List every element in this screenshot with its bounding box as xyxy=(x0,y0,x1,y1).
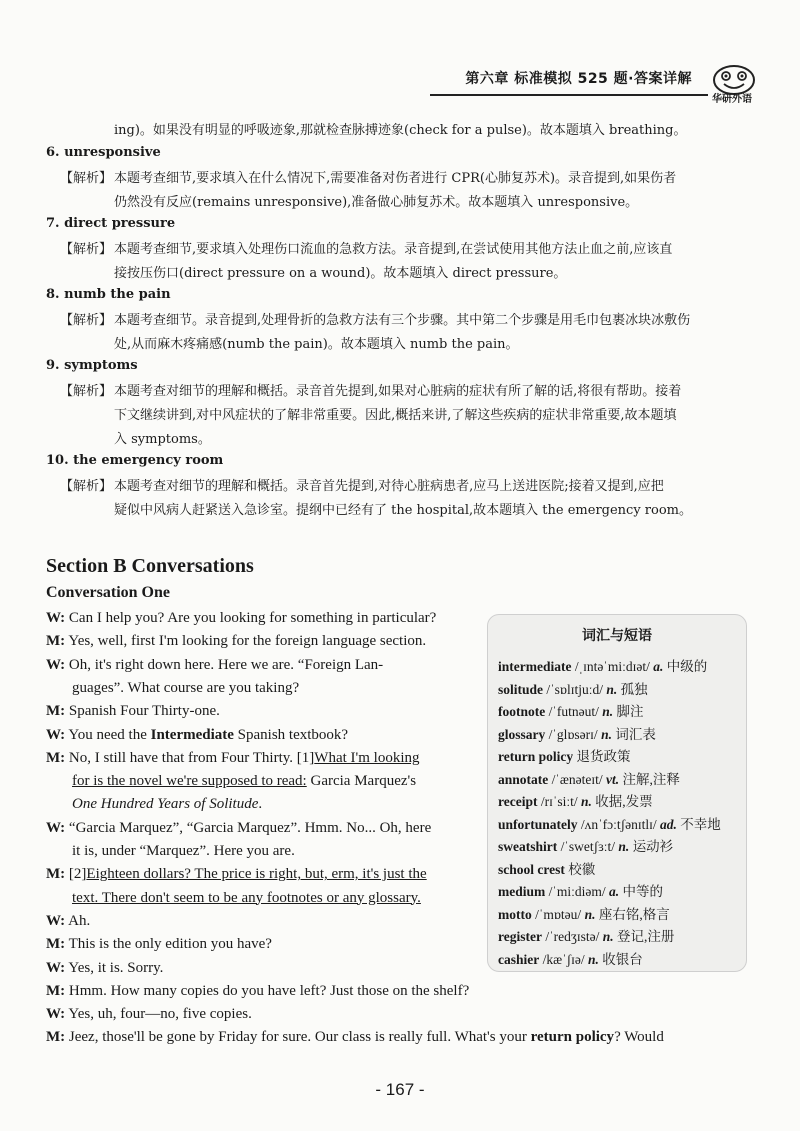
speaker-label: M: xyxy=(46,633,66,650)
answer-line: 疑似中风病人赶紧送入急诊室。提纲中已经有了 the hospital,故本题填入 the emergency room。 xyxy=(114,503,692,518)
vocab-meaning: 中等的 xyxy=(619,884,663,899)
vocab-meaning: 孤独 xyxy=(617,681,648,697)
vocab-item xyxy=(498,813,721,833)
dialogue-text: Can I help you? Are you looking for something in particular? xyxy=(68,610,437,626)
vocab-item xyxy=(498,880,663,900)
answer-tag: 【解析】 xyxy=(60,479,113,494)
vocab-item xyxy=(498,655,707,675)
vocab-phonetic: /ˈredʒɪstə/ xyxy=(541,929,603,944)
dialogue-line xyxy=(46,960,163,977)
dialogue-line xyxy=(46,983,469,1000)
speaker-label: M: xyxy=(46,936,66,953)
dialogue-text: ? Would xyxy=(614,1029,664,1046)
answer-line: 入 symptoms。 xyxy=(114,432,211,447)
dialogue-text: it is, under “Marquez”. Here you are. xyxy=(72,843,295,859)
dialogue-line xyxy=(46,1006,252,1023)
vocab-pos: n. xyxy=(602,704,614,719)
vocab-phonetic: /ʌnˈfɔːtʃənɪtlɪ/ xyxy=(577,816,660,832)
answer-heading: 8. numb the pain xyxy=(46,287,171,302)
vocab-item xyxy=(498,723,656,743)
answer-line: 本题考查细节,要求填入在什么情况下,需要准备对伤者进行 CPR(心肺复苏术)。录音提到,如果伤者 xyxy=(114,171,677,186)
vocab-phonetic: /rɪˈsiːt/ xyxy=(537,794,581,809)
speaker-label: M: xyxy=(46,749,66,766)
answer-line: 本题考查细节,要求填入处理伤口流血的急救方法。录音提到,在尝试使用其他方法止血之前,应该直 xyxy=(114,242,673,257)
vocab-word: glossary xyxy=(498,726,546,742)
speaker-label: W: xyxy=(46,656,66,673)
vocab-phonetic: /ˈsɒlɪtjuːd/ xyxy=(543,681,607,697)
vocab-meaning: 退货政策 xyxy=(576,749,631,764)
answer-tag: 【解析】 xyxy=(60,171,113,186)
vocab-item xyxy=(498,678,648,698)
answer-heading: 7. direct pressure xyxy=(46,216,176,231)
speaker-label: M: xyxy=(46,866,66,883)
vocab-word: footnote xyxy=(498,704,546,719)
speaker-label: M: xyxy=(46,1029,66,1046)
dialogue-text: This is the only edition you have? xyxy=(68,936,272,953)
dialogue-line xyxy=(46,1029,664,1046)
vocab-word: school crest xyxy=(498,861,565,877)
section-title: Section B Conversations xyxy=(46,555,254,577)
vocab-item xyxy=(498,858,595,878)
dialogue-line xyxy=(46,727,348,744)
dialogue-line xyxy=(46,913,90,930)
dialogue-text: Spanish textbook? xyxy=(233,726,349,743)
dialogue-line xyxy=(46,610,436,627)
answer-heading: 9. symptoms xyxy=(46,358,138,373)
vocab-item xyxy=(498,925,674,945)
vocab-pos: n. xyxy=(602,929,614,944)
chapter-title: 第六章 标准模拟 525 题·答案详解 xyxy=(465,71,692,87)
header-rule xyxy=(430,94,708,96)
dialogue-text: [2] xyxy=(68,866,87,883)
answer-tag: 【解析】 xyxy=(60,384,113,399)
answer-tag: 【解析】 xyxy=(60,313,113,328)
dialogue-line xyxy=(46,866,427,883)
answer-line: 本题考查对细节的理解和概括。录音首先提到,如果对心脏病的症状有所了解的话,将很有帮助。接着 xyxy=(114,384,682,399)
dialogue-text: guages”. What course are you taking? xyxy=(72,679,300,696)
vocab-word: intermediate xyxy=(498,659,572,674)
logo-text: 华研外语 xyxy=(712,94,752,105)
speaker-label: W: xyxy=(46,1006,66,1023)
dialogue-text: Yes, uh, four—no, five copies. xyxy=(68,1006,252,1023)
vocab-meaning: 收据,发票 xyxy=(591,794,653,809)
speaker-label: W: xyxy=(46,610,66,626)
vocab-meaning: 收银台 xyxy=(598,951,643,967)
vocab-word: return policy xyxy=(498,749,574,764)
vocab-pos: ad. xyxy=(660,816,677,832)
dialogue-text: You need the xyxy=(68,726,151,743)
vocab-phonetic: /ˈmɒtəu/ xyxy=(531,906,585,922)
vocab-pos: n. xyxy=(606,681,618,697)
answer-line: 仍然没有反应(remains unresponsive),准备做心肺复苏术。故本题填入 unresponsive。 xyxy=(114,195,639,210)
vocab-pos: n. xyxy=(584,906,596,922)
vocab-item xyxy=(498,835,673,855)
book-title: One Hundred Years of Solitude xyxy=(72,796,259,813)
vocab-item xyxy=(498,790,653,810)
continued-paragraph: ing)。如果没有明显的呼吸迹象,那就检查脉搏迹象(check for a pulse)。故本题填入 breathing。 xyxy=(114,123,687,138)
dialogue-text: Jeez, those'll be gone by Friday for sure. Our class is really full. What's your xyxy=(68,1029,531,1046)
vocabulary-box xyxy=(487,614,747,972)
dialogue-text: Yes, it is. Sorry. xyxy=(68,959,164,976)
vocab-meaning: 脚注 xyxy=(613,704,644,719)
speaker-label: M: xyxy=(46,703,66,720)
dialogue-text: . xyxy=(258,796,263,813)
speaker-label: W: xyxy=(46,819,66,836)
dialogue-line xyxy=(46,633,426,650)
vocab-word: medium xyxy=(498,884,546,899)
speaker-label: W: xyxy=(46,726,66,743)
speaker-label: W: xyxy=(46,912,66,929)
dialogue-line xyxy=(46,820,431,837)
vocab-pos: a. xyxy=(609,884,620,899)
vocab-item xyxy=(498,948,643,968)
vocab-pos: n. xyxy=(580,794,592,809)
vocab-word: receipt xyxy=(498,794,538,809)
vocab-word: solitude xyxy=(498,681,544,697)
speaker-label: M: xyxy=(46,982,66,999)
underlined-text: for is the novel we're supposed to read: xyxy=(72,773,307,790)
vocab-meaning: 词汇表 xyxy=(611,726,656,742)
vocab-item xyxy=(498,745,631,765)
answer-line: 本题考查细节。录音提到,处理骨折的急救方法有三个步骤。其中第二个步骤是用毛巾包裹冰块冰敷伤 xyxy=(114,313,691,328)
page-header xyxy=(0,60,800,100)
vocab-word: motto xyxy=(498,906,532,922)
vocab-phonetic: /kæˈʃɪə/ xyxy=(539,951,588,967)
dialogue-line xyxy=(46,750,419,767)
answer-tag: 【解析】 xyxy=(60,242,113,257)
answer-line: 下文继续讲到,对中风症状的了解非常重要。因此,概括来讲,了解这些疾病的症状非常重要,故本题填 xyxy=(114,408,677,423)
vocab-meaning: 运动衫 xyxy=(629,839,674,854)
conversation-title: Conversation One xyxy=(46,584,170,601)
dialogue-text: “Garcia Marquez”, “Garcia Marquez”. Hmm. No... Oh, here xyxy=(68,819,432,836)
vocab-item xyxy=(498,903,670,923)
vocab-pos: vt. xyxy=(606,771,620,787)
vocab-meaning: 校徽 xyxy=(568,861,596,877)
dialogue-text: Ah. xyxy=(68,912,91,929)
answer-heading: 10. the emergency room xyxy=(46,453,224,468)
dialogue-line xyxy=(46,796,262,813)
page-number: - 167 - xyxy=(375,1080,425,1099)
vocab-meaning: 座右铭,格言 xyxy=(595,906,670,922)
vocab-phonetic: /ˈswetʃɜːt/ xyxy=(557,839,619,854)
answer-line: 处,从而麻木疼痛感(numb the pain)。故本题填入 numb the pain。 xyxy=(114,337,519,352)
vocab-pos: a. xyxy=(653,659,664,674)
answer-line: 本题考查对细节的理解和概括。录音首先提到,对待心脏病患者,应马上送进医院;接着又提到,应把 xyxy=(114,479,664,494)
dialogue-line xyxy=(46,936,272,953)
dialogue-text: Yes, well, first I'm looking for the foreign language section. xyxy=(68,633,427,650)
underlined-text: text. There don't seem to be any footnotes or any glossary. xyxy=(72,889,421,906)
dialogue-line xyxy=(46,773,416,790)
vocab-item xyxy=(498,768,680,788)
dialogue-text: No, I still have that from Four Thirty. [1] xyxy=(68,749,315,766)
answer-line: 接按压伤口(direct pressure on a wound)。故本题填入 direct pressure。 xyxy=(114,266,567,281)
dialogue-text: Oh, it's right down here. Here we are. “Foreign Lan- xyxy=(68,656,384,673)
vocab-meaning: 不幸地 xyxy=(676,816,721,832)
answer-heading: 6. unresponsive xyxy=(46,145,161,160)
dialogue-text: Spanish Four Thirty-one. xyxy=(68,703,220,720)
dialogue-text: Garcia Marquez's xyxy=(306,773,417,790)
vocab-phonetic: /ˌɪntəˈmiːdɪət/ xyxy=(571,659,654,674)
vocab-meaning: 登记,注册 xyxy=(613,929,675,944)
vocab-phonetic: /ˈmiːdiəm/ xyxy=(545,884,609,899)
vocabulary-title: 词汇与短语 xyxy=(582,628,652,644)
dialogue-line xyxy=(46,890,421,907)
vocab-phonetic: /ˈglɒsərɪ/ xyxy=(545,726,602,742)
dialogue-line xyxy=(46,843,295,860)
dialogue-text: Hmm. How many copies do you have left? Just those on the shelf? xyxy=(68,982,470,999)
vocab-pos: n. xyxy=(601,726,612,742)
underlined-text: What I'm looking xyxy=(314,749,420,766)
speaker-label: W: xyxy=(46,959,66,976)
vocab-pos: n. xyxy=(618,839,630,854)
bold-term: Intermediate xyxy=(150,726,234,743)
vocab-meaning: 注解,注释 xyxy=(619,771,680,787)
vocab-phonetic: /ˈfutnəut/ xyxy=(545,704,603,719)
vocab-word: register xyxy=(498,929,542,944)
dialogue-line xyxy=(46,703,220,720)
vocab-word: annotate xyxy=(498,771,549,787)
vocab-meaning: 中级的 xyxy=(663,659,708,674)
vocab-word: unfortunately xyxy=(498,816,578,832)
dialogue-line xyxy=(46,657,383,674)
dialogue-line xyxy=(46,680,299,697)
vocab-pos: n. xyxy=(588,951,599,967)
vocab-word: cashier xyxy=(498,951,540,967)
vocab-word: sweatshirt xyxy=(498,839,558,854)
vocab-item xyxy=(498,700,644,720)
underlined-text: Eighteen dollars? The price is right, but, erm, it's just the xyxy=(86,866,427,883)
bold-term: return policy xyxy=(530,1029,615,1046)
vocab-phonetic: /ˈænəteɪt/ xyxy=(548,771,606,787)
